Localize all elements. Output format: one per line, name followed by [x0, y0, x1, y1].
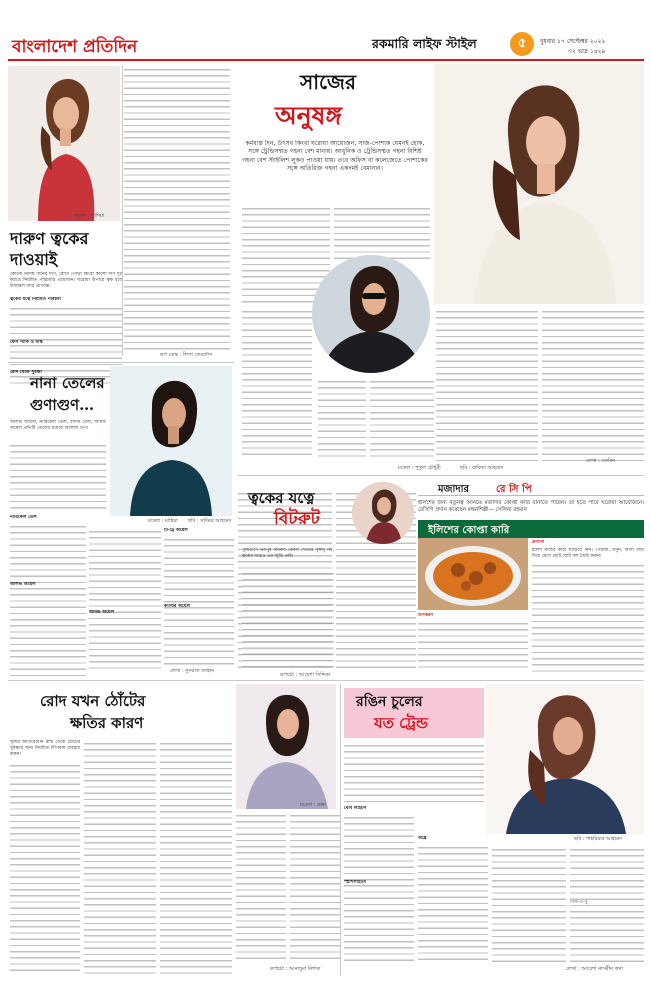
accessories-body-col2 [334, 205, 430, 260]
hair-photo-credit: ছবি : শাহরিয়ার আহমেদ [574, 836, 622, 842]
skin-article-sub2: ফেস প্যাক ও মাস্ক [10, 340, 43, 345]
lips-lead: সূর্যের অতিবেগুনি রশ্মি থেকে ঠোঁটের সুরক্ষার জন্য নিয়মিত লিপবাম ব্যবহার করুন। [10, 740, 80, 758]
page-number: ৫ [517, 35, 527, 51]
divider [340, 684, 341, 976]
oils-article-lead: অলিভ অয়েল, নারিকেল তেল, বাদাম তেল, আমন্ড অয়েল প্রতিটি তেলের রয়েছে আলাদা গুণ। [10, 420, 106, 432]
skin-article-title: দারুণ ত্বকের দাওয়াই [10, 229, 89, 269]
recipe-dish-title: ইলিশের কোপ্তা কারি [428, 525, 510, 536]
lips-credit: রূপচর্চা : আনজুমা নিশাত [270, 966, 321, 972]
page-number-badge [510, 32, 534, 56]
accessories-title-line2: অনুষঙ্গ [275, 101, 342, 130]
recipe-ingredients-body [418, 620, 528, 672]
lips-body-col3 [160, 740, 232, 976]
hair-title-line1: রঙিন চুলের [356, 694, 423, 710]
oils-sub-coconut: নারিকেল তেল [10, 515, 37, 520]
lips-model-photo [236, 684, 336, 809]
hair-model-photo [486, 684, 644, 834]
accessories-body-col3 [242, 308, 312, 460]
issue-date: বুধবার ১৭ সেপ্টেম্বর ২০২২ [540, 38, 606, 45]
lips-body-col2 [84, 740, 156, 976]
beetroot-body-col1 [242, 570, 334, 670]
accessories-body-col5 [370, 378, 434, 460]
accessories-body-col7 [542, 308, 644, 463]
accessories-model-photo [434, 64, 644, 304]
oils-model-photo [110, 366, 232, 516]
hair-body-col4 [492, 846, 566, 964]
recipe-label: মজাদার [438, 484, 470, 495]
masthead [0, 0, 650, 62]
skin-article-sub1: ত্বকের যত্নে নিয়মিত পরিচর্যা [10, 297, 62, 302]
divider [8, 680, 644, 681]
accessories-body-col6 [436, 308, 538, 463]
hair-title-box [344, 688, 484, 738]
hair-credit: লেখা : আয়েশা নাসরীন কথা [566, 966, 623, 972]
hair-body-col3 [418, 844, 488, 964]
skin-article-lead: কোনো নির্দিষ্ট দিনের দাগ, রোদে পোড়া কিংবা কালো দাগ দূর করতে নিয়মিত পরিচর্যার প্রয়োজন। ঘরোয়া উপায়ে ত্বক হবে উজ্জ্বল আর প্রাণবন্ত। [10, 272, 122, 290]
divider [238, 475, 644, 476]
accessories-body-col4 [318, 378, 366, 460]
beetroot-title-line2: বিটরুট [274, 509, 320, 529]
lips-model-caption: মডেল : প্রভা [300, 802, 326, 808]
divider [122, 66, 123, 356]
accessories-credit: লেখা : জেরিন [586, 458, 616, 464]
skin-article-credit: রূপ ডেস্ক : লিপা ফেরদৌস [160, 352, 213, 358]
skin-article-sub3: রোদ থেকে সুরক্ষা [10, 370, 42, 375]
accessories-title-line1: সাজের [300, 70, 356, 94]
oils-sub-teatree: টি-ট্রি অয়েল [164, 528, 188, 533]
recipe-method-lead: ইলিশ মাছের কাঁটা ছাড়িয়ে নিন। পেঁয়াজ, রসুন, আদা বাটা দিয়ে মেখে ছোট ছোট বল তৈরি করুন। [532, 548, 644, 560]
lips-title-line1: রোদ যখন ঠোঁটের [40, 692, 146, 710]
hair-sub-ombre: অম্ব্রে [418, 836, 427, 841]
oils-article-credit: লেখা : নুসরাত জাহান [170, 668, 215, 674]
hair-sub-splashlights: স্প্লাশলাইটস [344, 880, 367, 885]
skin-model-photo [8, 66, 120, 221]
accessories-circle-photo [312, 255, 430, 373]
recipe-label-highlight: রে সি পি [496, 484, 532, 495]
oils-sub-olive: অলিভ অয়েল [10, 582, 36, 587]
hair-sub-babylights: বেবি লাইটস [344, 806, 367, 811]
accessories-model-caption: মডেল : পুতুল চৌধুরী [398, 465, 441, 471]
lips-body-col5 [290, 812, 340, 962]
oils-model-caption: মডেল : মাহিয়া [148, 518, 178, 524]
issue-date-bangla: ৩২ ভাদ্র ১৪২৯ [568, 48, 606, 55]
oils-photo-credit: ছবি : সাব্বির আহমেদ [188, 518, 232, 524]
recipe-dish-photo [418, 538, 528, 610]
hair-body-col1 [344, 742, 484, 802]
hair-body-col2 [344, 814, 414, 964]
beetroot-model-photo [352, 482, 414, 544]
beetroot-credit: রূপচর্চা : আয়েশা সিদ্দিকা [280, 672, 331, 678]
hair-title-line2: যত ট্রেন্ড [374, 714, 428, 732]
recipe-method-head: প্রণালি [532, 540, 545, 545]
beetroot-lead: পুষ্টিগুণে ভরপুর বিটরুট কেবল খেতেই সুস্বাদু নয়, ত্বকের যত্নেও এর জুড়ি নেই। [242, 548, 334, 560]
oils-article-title: নানা তেলের গুণাগুণ… [30, 374, 105, 414]
oils-article-body-col2 [89, 528, 161, 673]
lips-body-col1 [10, 762, 80, 976]
oils-article-body-col1b [10, 523, 86, 678]
section-title: রকমারি লাইফ স্টাইল [372, 36, 477, 51]
recipe-intro: ইলিশের জন্য নতুনত্ব আনতে মজাদার কোপ্তা কারি বানাতে পারেন। তা হতে পারে ঘরোয়া আয়োজনে। রেসিপি প্রদান করেছেন রন্ধনশিল্পী— সেলিনা রহমান [418, 500, 644, 513]
skin-model-caption: মডেল : সাদিয়া [74, 213, 105, 219]
lips-body-col4 [236, 812, 286, 962]
oils-article-body-col3 [164, 536, 234, 666]
accessories-photo-credit: ছবি : রাফিয়া আহমেদ [460, 465, 504, 471]
lips-title-line2: ক্ষতির কারণ [70, 714, 144, 732]
brand-logo: বাংলাদেশ প্রতিদিন [12, 37, 138, 57]
oils-sub-almond: আমন্ড অয়েল [89, 610, 115, 615]
oils-sub-castor: ক্যাস্টর অয়েল [164, 604, 191, 609]
accessories-deck: কর্মব্যস্ত দিন, উৎসব কিংবা ঘরোয়া আয়োজন, সাজ-পোশাক যেমনই হোক, সঙ্গে ট্রেন্ডিসম্মত গহনা বেশ মানায়। আধুনিক ও ট্রেন্ডিসম্মত গহনা বিশিষ্ট গহনা বেশ স্টাইলিশ লুকও পাওয়া যায়। তবে অফিস বা কলেজেতে পোশাকের সঙ্গে অতিরিক্ত গহনা একদমই বেমানান। [242, 140, 428, 172]
beetroot-title-line1: ত্বকের যত্নে [248, 489, 315, 507]
recipe-dish-title-bar [418, 520, 644, 538]
lips-title-box [30, 690, 220, 734]
recipe-header [418, 480, 644, 496]
divider [8, 362, 234, 363]
masthead-rule [8, 59, 644, 61]
skin-article-body-col2 [124, 66, 230, 351]
recipe-method-body [532, 562, 644, 672]
hair-body-col5 [570, 846, 644, 964]
recipe-ingredients-head: উপকরণ [418, 613, 434, 618]
oils-article-body-col1 [10, 442, 106, 512]
